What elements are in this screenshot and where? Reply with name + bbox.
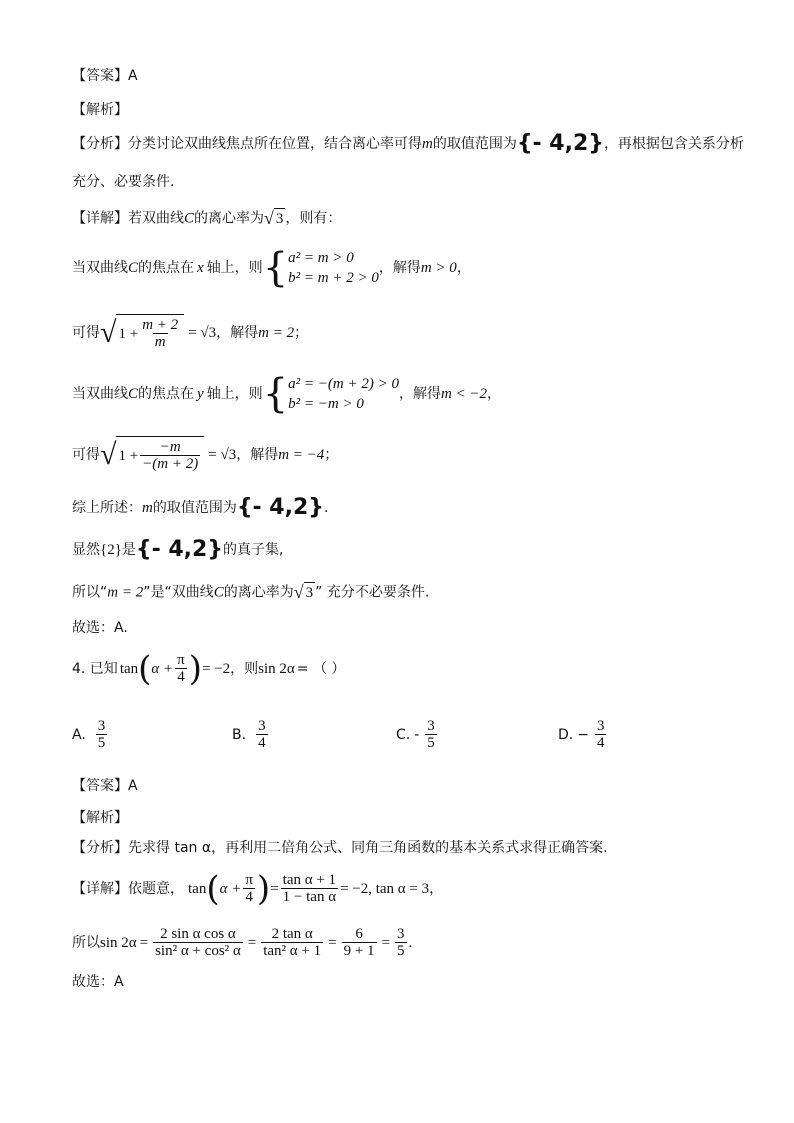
system2-eq2: b² = −m > 0	[288, 396, 364, 412]
so-pre: 所以	[72, 934, 100, 951]
left-brace: {	[262, 371, 289, 417]
var-c: C	[213, 584, 224, 601]
fenxi-mid: 的取值范围为	[432, 136, 517, 152]
choose-line-q4	[72, 972, 124, 992]
option-a[interactable]	[72, 718, 109, 751]
summary-mid: 的取值范围为	[152, 500, 237, 516]
fraction-denominator: tan² α + 1	[263, 943, 322, 959]
fraction-numerator: 2 sin α cos α	[160, 926, 236, 942]
sin-2alpha: sin 2α	[258, 660, 295, 677]
case2-result: m < −2	[440, 386, 488, 402]
conclusion-tail: ” 充分不必要条件.	[315, 584, 430, 601]
fraction-denominator: 9 + 1	[343, 943, 375, 959]
sqrt-expression-1: √ 1 + $\frac{m + 2}{m}$	[100, 314, 184, 352]
case1-line	[72, 245, 471, 291]
xiangjie-text: 依题意，	[128, 880, 184, 897]
case2-pre: 当双曲线	[72, 386, 128, 402]
case2-end: ，	[487, 386, 502, 402]
sqrt-3: √ 3	[293, 582, 314, 602]
option-fraction	[96, 718, 108, 751]
xiangjie-line-q3	[72, 208, 341, 229]
fraction-denominator: 5	[97, 735, 106, 751]
option-fraction	[595, 718, 607, 751]
axis-y: y	[197, 386, 204, 402]
tan-fraction	[281, 872, 338, 905]
xiangjie-tail: ，则有：	[285, 210, 342, 227]
choose-line-q3	[72, 618, 128, 638]
obvious-end: 的真子集,	[223, 542, 284, 558]
option-label: D.	[558, 726, 574, 743]
fenxi-tail: ，再根据包含关系分析	[603, 136, 744, 152]
tan-form-fraction	[261, 926, 323, 959]
one-plus: 1 +	[118, 325, 139, 342]
xiangjie-text: 若双曲线	[128, 210, 184, 227]
get1-solve: ，解得	[216, 325, 259, 341]
xiangjie-tag: 【详解】	[72, 880, 128, 897]
option-fraction	[256, 718, 268, 751]
case2-line	[72, 371, 502, 417]
choose-text: 故选：A	[72, 974, 124, 990]
sqrt-radicand: 3	[304, 582, 316, 603]
option-sign: −	[577, 726, 589, 743]
fraction-numerator: 3	[596, 718, 605, 734]
system2-eq1: a² = −(m + 2) > 0	[288, 376, 399, 392]
set-range: {- 4,2}	[516, 131, 604, 156]
summary-pre: 综上所述：	[72, 500, 142, 516]
fraction-numerator: 6	[355, 926, 363, 942]
get2-end: ；	[324, 447, 339, 463]
fraction-numerator: π	[177, 652, 185, 668]
numeric-fraction	[342, 926, 377, 959]
question-then: ，则	[230, 660, 259, 677]
fraction-denominator: 4	[177, 669, 185, 685]
fenxi-line2-q3	[72, 172, 174, 192]
answer-line-q4	[72, 776, 138, 796]
fenxi-text: 分类讨论双曲线焦点所在位置，结合离心率可得	[128, 136, 422, 152]
analysis-tag: 【解析】	[72, 810, 128, 826]
fraction-1	[140, 317, 180, 350]
result-fraction	[395, 926, 407, 959]
alpha-plus: α +	[151, 660, 174, 677]
fraction-numerator: 3	[397, 926, 405, 942]
fraction-denominator: 4	[258, 735, 266, 751]
equals-sign: =	[270, 880, 279, 897]
var-m: m	[422, 136, 433, 152]
left-brace: {	[262, 245, 289, 291]
alpha-plus: α +	[219, 880, 242, 897]
case1-axis-text: 轴上，则	[206, 260, 263, 276]
var-c: C	[184, 210, 195, 227]
fraction-numerator: 3	[427, 718, 435, 734]
xiangjie-tag: 【详解】	[72, 210, 128, 227]
conclusion-line	[72, 582, 429, 603]
xiangjie-line-q4	[72, 868, 444, 909]
analysis-heading-q4	[72, 808, 128, 828]
option-b[interactable]	[232, 718, 270, 751]
system1-eq2: b² = m + 2 > 0	[288, 270, 379, 286]
right-paren: )	[188, 648, 202, 689]
condition: m = 2	[107, 584, 144, 601]
fraction-numerator: 2 tan α	[271, 926, 313, 942]
get2-result: m = −4	[278, 447, 325, 463]
get2-solve: ，解得	[236, 447, 279, 463]
pi-over-4	[243, 872, 255, 905]
answer-blank: = （ ）	[296, 660, 346, 677]
option-label: A.	[72, 726, 86, 743]
question-rhs: = −2	[202, 660, 231, 677]
analysis-tag: 【解析】	[72, 102, 128, 118]
fraction-numerator: tan α + 1	[282, 872, 337, 888]
fraction-denominator: −(m + 2)	[142, 456, 199, 472]
fraction-numerator: 3	[97, 718, 106, 734]
fenxi-text: 先求得 tan α，再利用二倍角公式、同角三角函数的基本关系式求得正确答案.	[128, 840, 608, 856]
right-paren: )	[256, 868, 271, 909]
fraction-denominator: 1 − tan α	[282, 889, 337, 905]
system1-eq1: a² = m > 0	[288, 250, 354, 266]
answer-line-q3	[72, 66, 138, 86]
fraction-numerator: m + 2	[142, 317, 179, 333]
conclusion-pre: 所以“	[72, 584, 108, 601]
set-range: {- 4,2}	[236, 495, 324, 520]
case2-mid: 的焦点在	[138, 386, 195, 402]
get1-line	[72, 314, 308, 352]
fraction-denominator: 5	[397, 943, 405, 959]
case1-solve: ，解得	[378, 260, 421, 276]
tan-function: tan	[119, 660, 139, 677]
conclusion-mid2: 的离心率为	[223, 584, 294, 601]
fenxi-line-q3	[72, 131, 744, 156]
one-plus: 1 +	[118, 447, 139, 464]
fraction-numerator: −m	[159, 439, 181, 455]
fraction-denominator: sin² α + cos² α	[155, 943, 241, 959]
fraction-denominator: m	[154, 334, 166, 350]
option-c[interactable]	[396, 718, 439, 751]
fraction-numerator: π	[245, 872, 253, 888]
so-line-q4: 所以 sin 2α = $\frac{\text{2 sin α cos α}}{\text{sin² α + cos² α}}$ = $\frac{\text{2 tan α}}{\text{tan² α + 1}}$ = $\frac{6}{9 + 1}$ = $\frac{3}{5}$ .	[72, 926, 413, 959]
summary-end: .	[323, 500, 329, 516]
get1-pre: 可得	[72, 325, 100, 341]
get1-result: m = 2	[258, 325, 295, 341]
equals-sign: =	[139, 934, 149, 951]
set-range: {- 4,2}	[135, 537, 223, 562]
var-m: m	[142, 500, 153, 516]
case1-pre: 当双曲线	[72, 260, 128, 276]
fenxi-tag: 【分析】	[72, 136, 128, 152]
var-c: C	[128, 260, 139, 276]
get2-line	[72, 436, 338, 474]
subset: {2}	[100, 542, 122, 558]
option-d[interactable]	[558, 718, 608, 751]
case2-axis-text: 轴上，则	[206, 386, 263, 402]
case1-result: m > 0	[420, 260, 457, 276]
sqrt-radicand: 3	[274, 208, 286, 229]
case1-mid: 的焦点在	[138, 260, 195, 276]
double-angle-fraction	[153, 926, 243, 959]
choose-text: 故选：A.	[72, 620, 128, 636]
question-number: 4. 已知	[72, 660, 118, 677]
answer-label: 【答案】A	[72, 778, 138, 794]
fenxi-tag: 【分析】	[72, 840, 128, 856]
get2-rhs: = √3	[208, 447, 237, 463]
var-c: C	[128, 386, 139, 402]
obvious-mid: 是	[121, 542, 136, 558]
fraction-denominator: 4	[596, 735, 605, 751]
equation-system-1	[288, 248, 379, 288]
fraction-2	[140, 439, 200, 472]
equals-sign: =	[328, 934, 337, 951]
sqrt-expression-2: √ 1 + $\frac{-m}{-(m + 2)}$	[100, 436, 204, 474]
line-end: ，	[429, 880, 444, 897]
question-4	[72, 648, 346, 689]
option-fraction	[425, 718, 437, 751]
tan-result: = −2, tan α = 3	[340, 880, 430, 897]
pi-over-4	[175, 652, 187, 685]
axis-x: x	[197, 260, 204, 276]
summary-line	[72, 495, 329, 520]
fraction-denominator: 5	[427, 735, 435, 751]
tan-function: tan	[188, 880, 207, 897]
obvious-line	[72, 537, 284, 562]
get1-rhs: = √3	[188, 325, 217, 341]
conclusion-mid: ”是“双曲线	[143, 584, 214, 601]
equation-system-2	[288, 374, 399, 414]
equals-sign: =	[247, 934, 257, 951]
case1-end: ，	[456, 260, 471, 276]
left-paren: (	[206, 868, 220, 909]
equals-sign: =	[381, 934, 391, 951]
analysis-heading-q3	[72, 100, 128, 120]
left-paren: (	[138, 648, 152, 689]
xiangjie-mid: 的离心率为	[194, 210, 265, 227]
fenxi-line2: 充分、必要条件.	[72, 174, 175, 190]
answer-label: 【答案】A	[72, 68, 138, 84]
sin-2alpha: sin 2α	[100, 934, 137, 951]
option-label: B.	[232, 726, 247, 743]
fenxi-line-q4	[72, 838, 608, 858]
sqrt-3: √ 3	[264, 208, 284, 228]
get1-end: ；	[294, 325, 309, 341]
option-sign: -	[414, 726, 420, 743]
fraction-denominator: 4	[245, 889, 253, 905]
option-label: C.	[396, 726, 411, 743]
case2-solve: ，解得	[398, 386, 441, 402]
fraction-numerator: 3	[258, 718, 266, 734]
get2-pre: 可得	[72, 447, 100, 463]
obvious-pre: 显然	[72, 542, 100, 558]
